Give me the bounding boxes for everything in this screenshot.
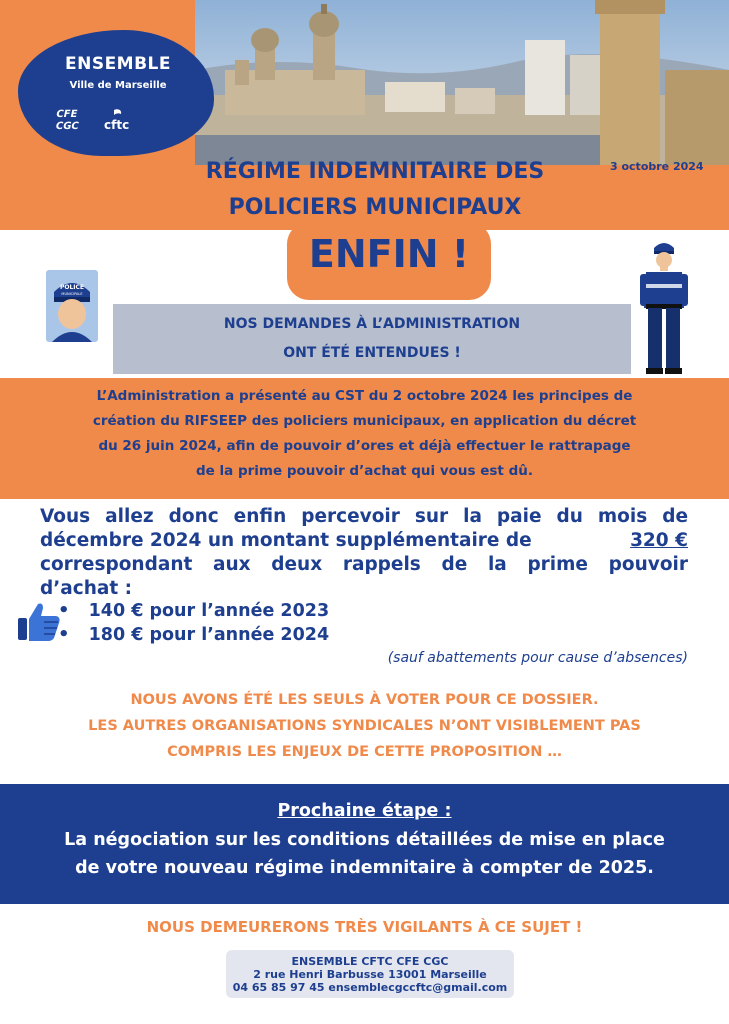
next-step-title: Prochaine étape : <box>277 801 452 821</box>
intro-line-2 <box>40 530 688 551</box>
admin-line-2: création du RIFSEEP des policiers municipaux, en application du décret <box>92 413 637 429</box>
intro-line-4: d’achat : <box>40 578 133 599</box>
cfe-cgc-logo <box>54 106 88 132</box>
absence-note: (sauf abattements pour cause d’absences) <box>387 650 688 666</box>
intro-line-1: Vous allez donc enfin percevoir sur la paie du mois de <box>40 506 688 527</box>
police-cap-icon <box>46 270 98 342</box>
svg-text:cftc: cftc <box>104 118 130 132</box>
svg-text:CFE: CFE <box>55 109 79 120</box>
headline-line-1: RÉGIME INDEMNITAIRE DES <box>205 159 545 184</box>
intro-line-2-text: décembre 2024 un montant supplémentaire de <box>40 530 532 551</box>
intro-line-3: correspondant aux deux rappels de la prime pouvoir <box>40 554 688 575</box>
enfin-text: ENFIN ! <box>308 232 470 276</box>
logo-subtitle: Ville de Marseille <box>69 80 167 91</box>
cftc-logo <box>104 108 144 132</box>
requests-line-1: NOS DEMANDES À L’ADMINISTRATION <box>223 316 521 332</box>
admin-line-4: de la prime pouvoir d’achat qui vous est dû. <box>196 463 533 479</box>
contact-name: ENSEMBLE CFTC CFE CGC <box>291 955 449 968</box>
bullet-dot: • <box>58 600 70 621</box>
requests-line-2: ONT ÉTÉ ENTENDUES ! <box>283 345 461 361</box>
contact-address: 2 rue Henri Barbusse 13001 Marseille <box>253 968 487 981</box>
requests-box <box>113 304 631 374</box>
svg-text:MUNICIPALE: MUNICIPALE <box>61 292 83 296</box>
vigilant-statement: NOUS DEMEURERONS TRÈS VIGILANTS À CE SUJET ! <box>146 918 583 936</box>
bullet-2023-text: 140 € pour l’année 2023 <box>88 601 330 621</box>
next-step-line-2: de votre nouveau régime indemnitaire à compter de 2025. <box>75 858 654 878</box>
marseille-photo <box>195 0 729 165</box>
amount-320: 320 € <box>630 530 688 551</box>
statement-line-2: LES AUTRES ORGANISATIONS SYNDICALES N’ONT VISIBLEMENT PAS <box>88 718 641 734</box>
contact-phone-email[interactable]: 04 65 85 97 45 ensemblecgccftc@gmail.com <box>232 981 508 994</box>
headline-line-2: POLICIERS MUNICIPAUX <box>228 195 522 220</box>
admin-line-1: L’Administration a présenté au CST du 2 octobre 2024 les principes de <box>96 388 633 404</box>
svg-text:POLICE: POLICE <box>59 284 85 291</box>
bullet-dot: • <box>58 624 70 645</box>
bullet-2024-text: 180 € pour l’année 2024 <box>88 625 330 645</box>
next-step-line-1: La négociation sur les conditions détaillées de mise en place <box>64 830 665 850</box>
svg-text:CGC: CGC <box>54 121 80 132</box>
admin-line-3: du 26 juin 2024, afin de pouvoir d’ores et déjà effectuer le rattrapage <box>98 438 631 454</box>
thumbs-up-icon <box>16 600 62 644</box>
bullet-2024 <box>58 624 329 645</box>
publication-date: 3 octobre 2024 <box>610 160 704 173</box>
statement-line-1: NOUS AVONS ÉTÉ LES SEULS À VOTER POUR CE DOSSIER. <box>130 692 599 708</box>
statement-line-3: COMPRIS LES ENJEUX DE CETTE PROPOSITION … <box>167 744 562 760</box>
logo-title: ENSEMBLE <box>64 54 172 74</box>
bullet-2023 <box>58 600 329 621</box>
ensemble-logo <box>18 30 214 156</box>
officer-illustration <box>636 240 692 378</box>
